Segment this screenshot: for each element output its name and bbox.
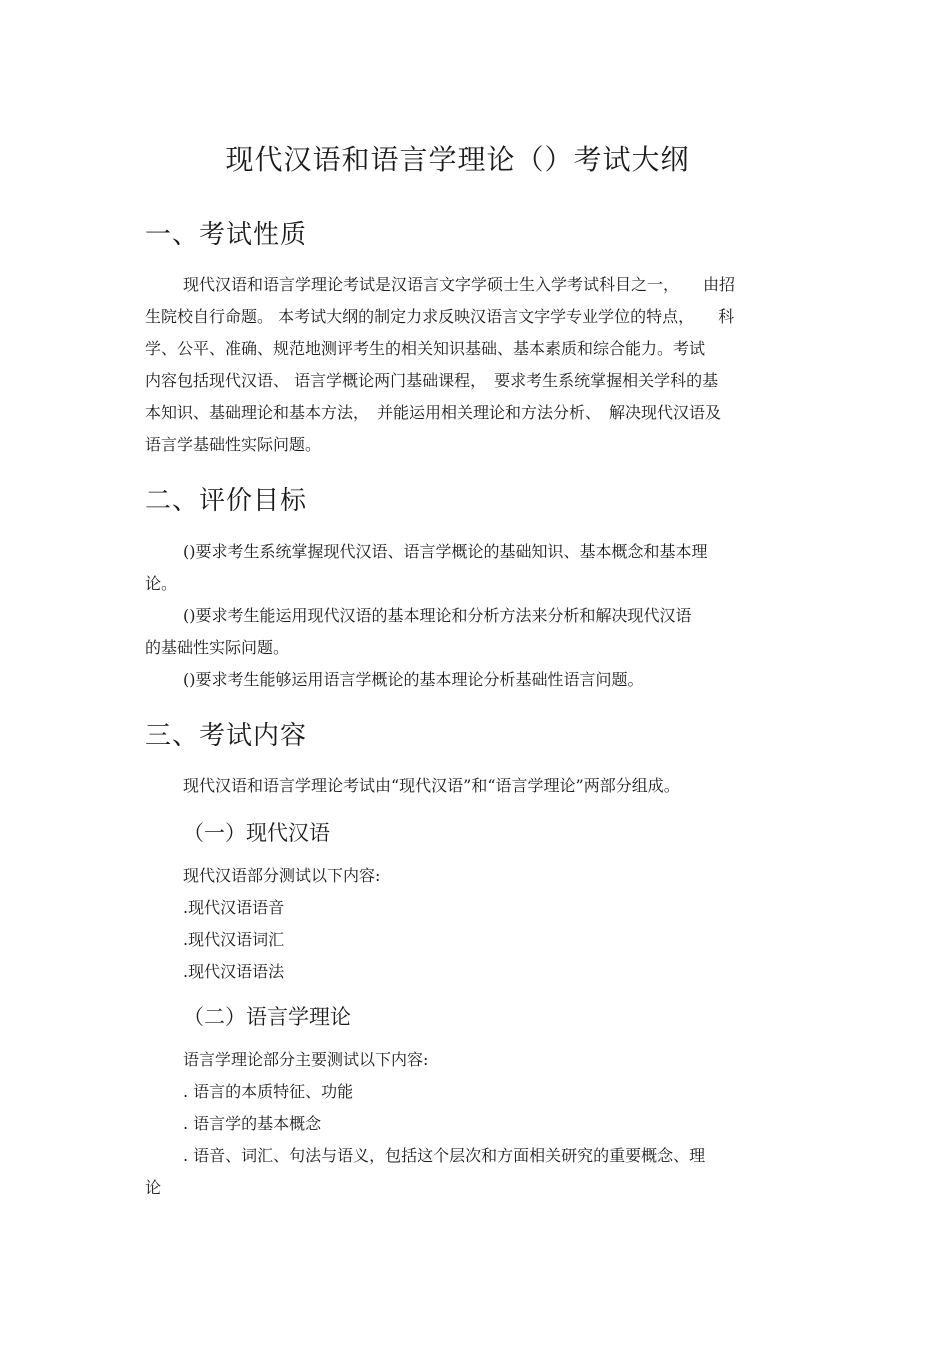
objective-line: 的基础性实际问题。 — [145, 638, 290, 657]
paragraph-line: 内容包括现代汉语、 语言学概论两门基础课程， 要求考生系统掌握相关学科的基 — [145, 371, 719, 390]
objective-line: 论。 — [145, 574, 178, 593]
list-item: .现代汉语语音 — [183, 898, 285, 917]
list-item: . 语言学的基本概念 — [183, 1114, 322, 1133]
section-heading-exam-content: 三、考试内容 — [145, 721, 308, 751]
list-item: . 语言的本质特征、功能 — [183, 1082, 354, 1101]
content-intro: 现代汉语和语言学理论考试由“现代汉语”和“语言学理论”两部分组成。 — [183, 776, 680, 795]
paragraph-line: 学、公平、准确、规范地测评考生的相关知识基础、基本素质和综合能力。考试 — [145, 339, 706, 358]
subheading-linguistics-theory: （二）语言学理论 — [183, 1005, 351, 1029]
paragraph-line: 现代汉语和语言学理论考试是汉语言文字学硕士生入学考试科目之一， 由招 — [183, 275, 736, 294]
objective-line: ()要求考生系统掌握现代汉语、语言学概论的基础知识、基本概念和基本理 — [183, 542, 708, 561]
paragraph-line: 本知识、基础理论和基本方法， 并能运用相关理论和方法分析、 解决现代汉语及 — [145, 403, 722, 422]
paragraph-line: 生院校自行命题。 本考试大纲的制定力求反映汉语言文字学专业学位的特点， 科 — [145, 307, 735, 326]
list-item: . 语音、词汇、句法与语义，包括这个层次和方面相关研究的重要概念、理 — [183, 1146, 706, 1165]
section-heading-exam-nature: 一、考试性质 — [145, 220, 308, 250]
list-item: .现代汉语词汇 — [183, 930, 285, 949]
objective-line: ()要求考生能运用现代汉语的基本理论和分析方法来分析和解决现代汉语 — [183, 606, 692, 625]
objective-line: ()要求考生能够运用语言学概论的基本理论分析基础性语言问题。 — [183, 670, 644, 689]
section-heading-evaluation-goals: 二、评价目标 — [145, 486, 308, 516]
paragraph-line: 语言学基础性实际问题。 — [145, 435, 322, 454]
part-intro: 现代汉语部分测试以下内容: — [183, 866, 381, 885]
subheading-modern-chinese: （一）现代汉语 — [183, 821, 330, 845]
list-item: .现代汉语语法 — [183, 962, 285, 981]
document-title: 现代汉语和语言学理论（）考试大纲 — [225, 143, 690, 176]
part-intro: 语言学理论部分主要测试以下内容: — [183, 1050, 429, 1069]
list-item: 论 — [145, 1178, 162, 1197]
